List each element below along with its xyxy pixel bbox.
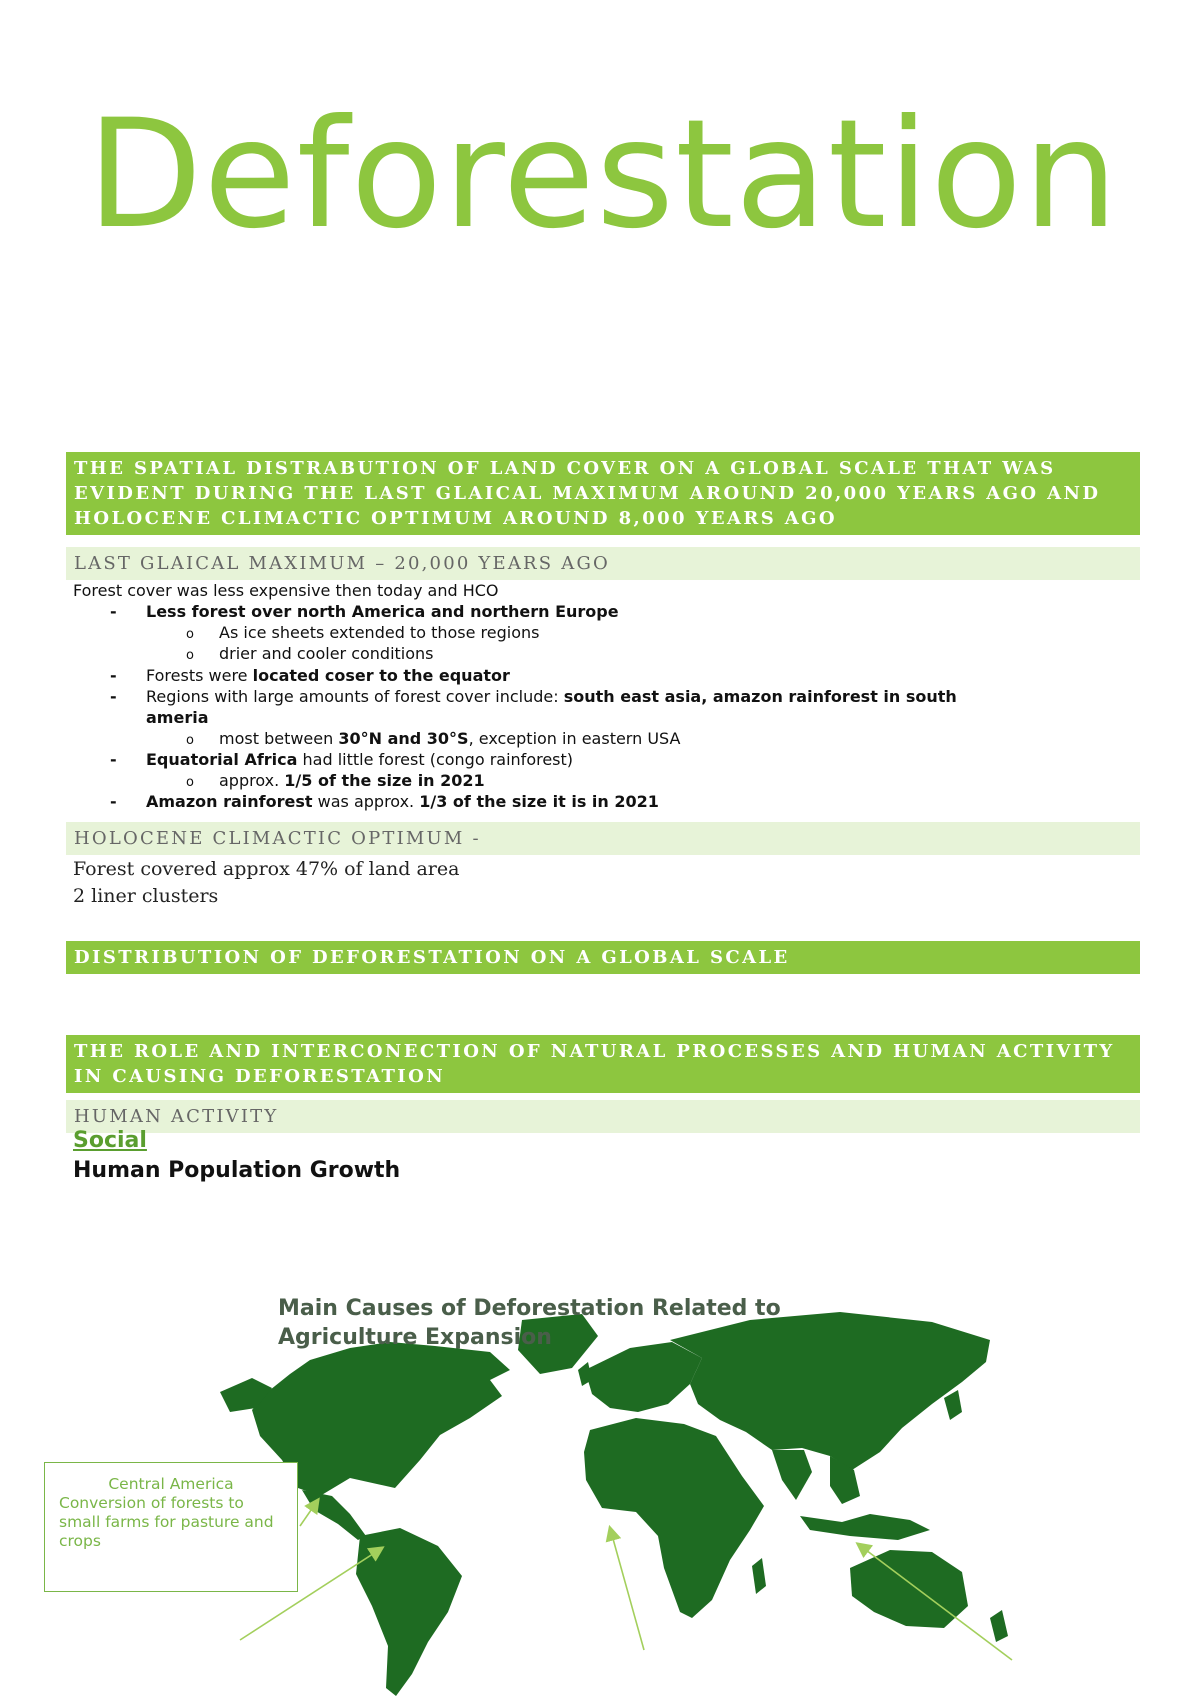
sub-bullet-marker: o (186, 648, 194, 663)
subheading-holocene-climatic-optimum: HOLOCENE CLIMACTIC OPTIMUM - (66, 822, 1140, 855)
heading-line: THE ROLE AND INTERCONECTION OF NATURAL PROCESSES AND HUMAN ACTIVITY (74, 1041, 1115, 1062)
sub-bullet-marker: o (186, 627, 194, 642)
australia-shape (850, 1550, 968, 1628)
page-title: Deforestation (86, 88, 1120, 262)
hco-line-1: Forest covered approx 47% of land area (73, 858, 460, 880)
indonesia-shape (800, 1514, 930, 1540)
population-growth-heading: Human Population Growth (73, 1158, 401, 1183)
bullet-marker: - (110, 750, 117, 769)
bullet-marker: - (110, 687, 117, 706)
list-subitem: most between 30°N and 30°S, exception in eastern USA (219, 729, 681, 748)
list-subitem: As ice sheets extended to those regions (219, 623, 540, 642)
bullet-marker: - (110, 792, 117, 811)
section-heading-land-cover: THE SPATIAL DISTRABUTION OF LAND COVER ON A GLOBAL SCALE THAT WAS EVIDENT DURING THE LAST GLAICAL MAXIMUM AROUND 20,000 YEARS AGO AND HOLOCENE CLIMACTIC OPTIMUM AROUND 8,000 YEARS AGO (66, 452, 1140, 535)
bullet-marker: - (110, 602, 117, 621)
callout-title: Central America (108, 1475, 234, 1493)
subheading-last-glacial-maximum: LAST GLAICAL MAXIMUM – 20,000 YEARS AGO (66, 547, 1140, 580)
lgm-notes (73, 580, 1133, 820)
india-shape (772, 1450, 812, 1500)
south-america-shape (356, 1528, 462, 1696)
list-item-continued: ameria (146, 708, 209, 727)
list-item: Equatorial Africa had little forest (congo rainforest) (146, 750, 574, 769)
map-title (278, 1294, 918, 1352)
list-item: Amazon rainforest was approx. 1/3 of the size it is in 2021 (146, 792, 659, 811)
central-america-shape (302, 1490, 366, 1540)
subheading-human-activity: HUMAN ACTIVITY (66, 1100, 1140, 1133)
callout-text: Conversion of forests to small farms for pasture and crops (59, 1494, 274, 1550)
bullet-marker: - (110, 666, 117, 685)
section-heading-role-interconnection (66, 1035, 1140, 1093)
heading-line: IN CAUSING DEFORESTATION (74, 1066, 446, 1087)
new-zealand-shape (990, 1610, 1008, 1642)
list-item: Forests were located coser to the equator (146, 666, 510, 685)
list-subitem: approx. 1/5 of the size in 2021 (219, 771, 485, 790)
hco-line-2: 2 liner clusters (73, 885, 219, 907)
section-heading-distribution: DISTRIBUTION OF DEFORESTATION ON A GLOBAL SCALE (66, 941, 1140, 974)
madagascar-shape (752, 1558, 766, 1594)
europe-shape (585, 1342, 702, 1412)
list-item: Regions with large amounts of forest cover include: south east asia, amazon rainforest in south (146, 687, 957, 706)
map-title-line: Agriculture Expansion (278, 1325, 552, 1350)
africa-shape (584, 1418, 764, 1618)
social-heading: Social (73, 1128, 147, 1153)
map-title-line: Main Causes of Deforestation Related to (278, 1296, 781, 1321)
sub-bullet-marker: o (186, 775, 194, 790)
lgm-intro: Forest cover was less expensive then today and HCO (73, 581, 499, 600)
sub-bullet-marker: o (186, 733, 194, 748)
list-subitem: drier and cooler conditions (219, 644, 434, 663)
world-map (190, 1300, 1030, 1698)
japan-shape (944, 1390, 962, 1420)
callout-central-america (44, 1462, 298, 1592)
list-item: Less forest over north America and northern Europe (146, 602, 619, 621)
